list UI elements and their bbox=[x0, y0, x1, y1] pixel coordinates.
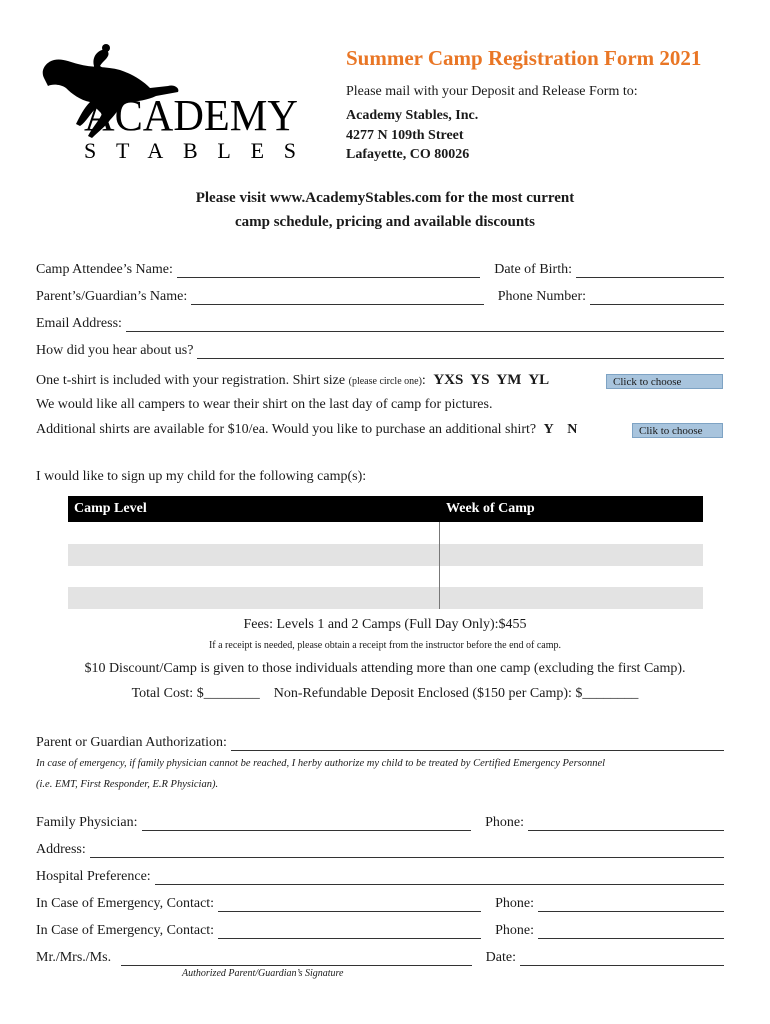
table-row[interactable] bbox=[68, 522, 703, 544]
emergency-phone-field[interactable] bbox=[538, 897, 724, 912]
shirt-wear-note: We would like all campers to wear their shirt on the last day of camp for pictures. bbox=[36, 397, 493, 412]
emergency-contact-label: In Case of Emergency, Contact: bbox=[36, 896, 215, 911]
emergency-phone-label: Phone: bbox=[495, 896, 534, 911]
form-title: Summer Camp Registration Form 2021 bbox=[346, 46, 702, 70]
authorization-row bbox=[36, 731, 724, 751]
email-row bbox=[36, 312, 724, 332]
physician-row bbox=[36, 811, 724, 831]
emergency-phone-field[interactable] bbox=[538, 924, 724, 939]
attendee-name-field[interactable] bbox=[177, 263, 480, 278]
email-label: Email Address: bbox=[36, 316, 122, 331]
dob-label: Date of Birth: bbox=[494, 262, 572, 277]
hospital-field[interactable] bbox=[155, 870, 724, 885]
column-divider bbox=[439, 522, 440, 609]
authorization-field[interactable] bbox=[231, 736, 724, 751]
referral-label: How did you hear about us? bbox=[36, 343, 194, 358]
camp-level-header: Camp Level bbox=[74, 501, 147, 516]
guardian-name-field[interactable] bbox=[191, 290, 483, 305]
shirt-size-dropdown[interactable]: Click to choose bbox=[606, 374, 723, 389]
table-row[interactable] bbox=[68, 544, 703, 566]
circle-one-note: (please circle one) bbox=[348, 376, 422, 387]
guardian-row bbox=[36, 285, 724, 305]
academy-stables-logo bbox=[36, 44, 304, 164]
camp-table bbox=[68, 496, 703, 609]
physician-phone-label: Phone: bbox=[485, 815, 524, 830]
signature-row bbox=[36, 946, 724, 966]
total-cost-field[interactable]: Total Cost: $________ bbox=[131, 686, 260, 701]
physician-phone-field[interactable] bbox=[528, 816, 724, 831]
week-of-camp-header: Week of Camp bbox=[446, 501, 535, 516]
hospital-label: Hospital Preference: bbox=[36, 869, 151, 884]
receipt-note: If a receipt is needed, please obtain a receipt from the instructor before the end of camp. bbox=[208, 640, 562, 651]
address-line: 4277 N 109th Street bbox=[346, 127, 464, 143]
address-line: Lafayette, CO 80026 bbox=[346, 147, 470, 162]
shirt-size-text: One t-shirt is included with your registration. Shirt size bbox=[36, 373, 346, 388]
address-label: Address: bbox=[36, 842, 86, 857]
referral-field[interactable] bbox=[197, 344, 724, 359]
website-note-line: camp schedule, pricing and available discounts bbox=[234, 214, 536, 230]
hospital-row bbox=[36, 865, 724, 885]
shirt-colon: : bbox=[421, 373, 426, 388]
dob-field[interactable] bbox=[576, 263, 724, 278]
table-row[interactable] bbox=[68, 566, 703, 588]
address-line: Academy Stables, Inc. bbox=[346, 108, 479, 123]
website-note bbox=[0, 186, 770, 234]
extra-shirt-question: Additional shirts are available for $10/ea. Would you like to purchase an additional shirt? bbox=[36, 422, 537, 437]
physician-field[interactable] bbox=[142, 816, 472, 831]
address-field[interactable] bbox=[90, 843, 724, 858]
physician-label: Family Physician: bbox=[36, 815, 138, 830]
emergency-contact-label: In Case of Emergency, Contact: bbox=[36, 923, 215, 938]
emergency-contact-row-2 bbox=[36, 919, 724, 939]
mailing-address bbox=[346, 106, 478, 165]
emergency-contact-field[interactable] bbox=[218, 897, 481, 912]
deposit-field[interactable]: Non-Refundable Deposit Enclosed ($150 per Camp): $________ bbox=[273, 686, 639, 701]
camp-table-header bbox=[68, 496, 703, 522]
shirt-size-options[interactable]: YXS YS YM YL bbox=[433, 372, 550, 388]
extra-shirt-line bbox=[36, 422, 577, 438]
authorization-label: Parent or Guardian Authorization: bbox=[36, 735, 227, 750]
logo-text-top: ACADEMY bbox=[84, 91, 298, 140]
emergency-phone-label: Phone: bbox=[495, 923, 534, 938]
fees-line: Fees: Levels 1 and 2 Camps (Full Day Only):$455 bbox=[243, 617, 527, 632]
guardian-name-label: Parent’s/Guardian’s Name: bbox=[36, 289, 188, 304]
emergency-consent-note: In case of emergency, if family physician cannot be reached, I herby authorize my child to be treated by Certified Emergency Personnel bbox=[36, 758, 606, 769]
camp-signup-intro: I would like to sign up my child for the following camp(s): bbox=[36, 469, 367, 484]
date-field[interactable] bbox=[520, 951, 724, 966]
attendee-name-label: Camp Attendee’s Name: bbox=[36, 262, 173, 277]
logo-text-bottom: STABLES bbox=[84, 138, 296, 163]
phone-number-label: Phone Number: bbox=[497, 289, 586, 304]
shirt-size-line bbox=[36, 372, 549, 389]
discount-note: $10 Discount/Camp is given to those individuals attending more than one camp (excluding the first Camp). bbox=[84, 661, 686, 676]
emergency-contact-row-1 bbox=[36, 892, 724, 912]
signature-caption: Authorized Parent/Guardian’s Signature bbox=[182, 968, 344, 979]
cost-line bbox=[0, 686, 770, 702]
signer-title-label: Mr./Mrs./Ms. bbox=[36, 950, 112, 965]
signature-field[interactable] bbox=[121, 951, 472, 966]
mail-instruction: Please mail with your Deposit and Release Form to: bbox=[346, 84, 638, 99]
emergency-contact-field[interactable] bbox=[218, 924, 481, 939]
extra-shirt-dropdown[interactable]: Clik to choose bbox=[632, 423, 723, 438]
attendee-row bbox=[36, 258, 724, 278]
table-row[interactable] bbox=[68, 587, 703, 609]
email-field[interactable] bbox=[126, 317, 724, 332]
extra-shirt-yes-no[interactable]: Y N bbox=[543, 422, 578, 437]
phone-number-field[interactable] bbox=[590, 290, 724, 305]
address-row bbox=[36, 838, 724, 858]
date-label: Date: bbox=[485, 950, 516, 965]
referral-row bbox=[36, 339, 724, 359]
emergency-personnel-note: (i.e. EMT, First Responder, E.R Physician). bbox=[36, 779, 219, 790]
website-note-line: Please visit www.AcademyStables.com for the most current bbox=[195, 190, 575, 206]
